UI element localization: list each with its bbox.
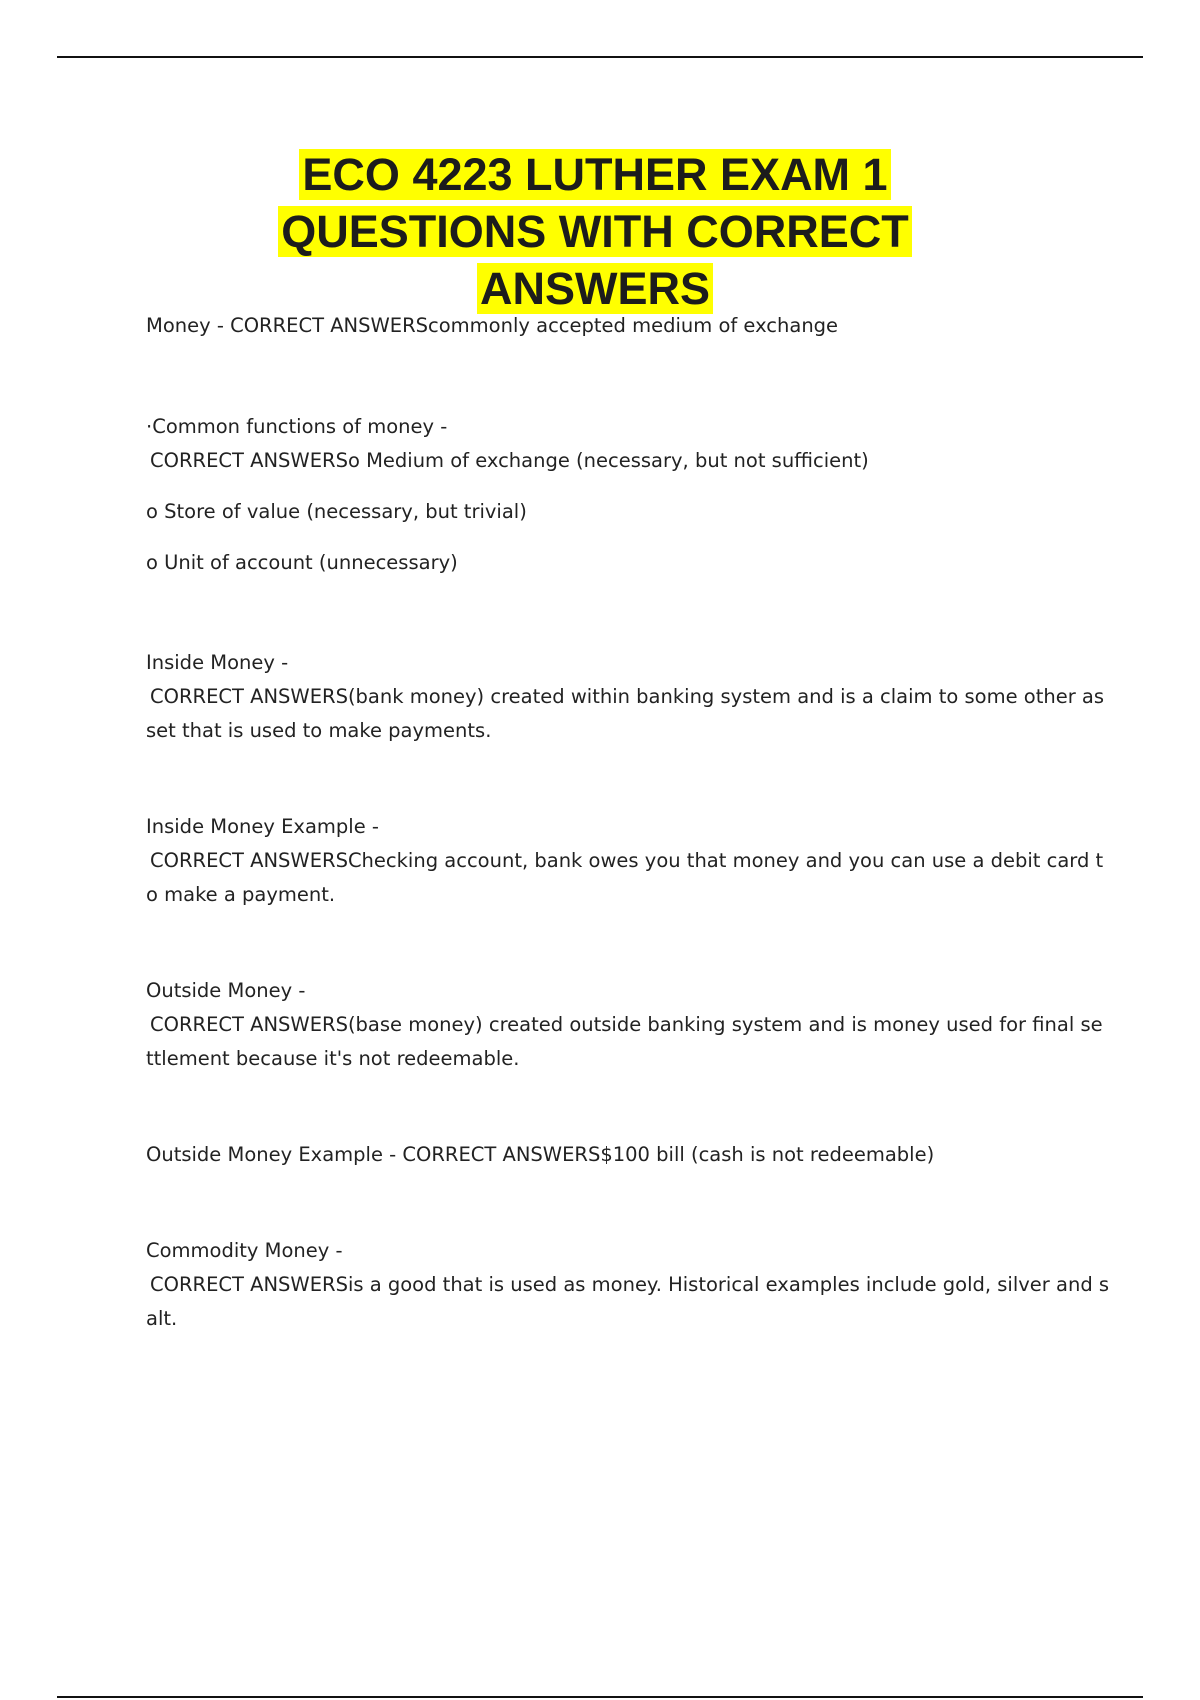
answer-outside-money-2: ttlement because it's not redeemable. bbox=[146, 1047, 520, 1070]
title-line-3: ANSWERS bbox=[477, 263, 713, 314]
document-body bbox=[146, 309, 1110, 1336]
question-inside-money-example: Inside Money Example - bbox=[146, 815, 379, 838]
answer-commodity-money-2: alt. bbox=[146, 1307, 178, 1330]
bottom-rule bbox=[57, 1696, 1143, 1698]
answer-inside-money-2: set that is used to make payments. bbox=[146, 719, 492, 742]
answer-common-functions: CORRECT ANSWERSo Medium of exchange (necessary, but not sufficient) bbox=[150, 449, 869, 472]
question-outside-money: Outside Money - bbox=[146, 979, 306, 1002]
qa-outside-money-example: Outside Money Example - CORRECT ANSWERS$100 bill (cash is not redeemable) bbox=[146, 1143, 935, 1166]
title-line-1: ECO 4223 LUTHER EXAM 1 bbox=[299, 149, 890, 200]
document-title bbox=[190, 146, 1000, 317]
answer-outside-money-1: CORRECT ANSWERS(base money) created outside banking system and is money used for final se bbox=[150, 1013, 1103, 1036]
question-commodity-money: Commodity Money - bbox=[146, 1239, 343, 1262]
top-rule bbox=[57, 56, 1143, 58]
qa-money: Money - CORRECT ANSWERScommonly accepted medium of exchange bbox=[146, 314, 839, 337]
question-common-functions: ·Common functions of money - bbox=[146, 415, 448, 438]
title-line-2: QUESTIONS WITH CORRECT bbox=[278, 206, 912, 257]
answer-commodity-money-1: CORRECT ANSWERSis a good that is used as money. Historical examples include gold, silver and s bbox=[150, 1273, 1110, 1296]
answer-store-of-value: o Store of value (necessary, but trivial) bbox=[146, 500, 527, 523]
answer-inside-money-1: CORRECT ANSWERS(bank money) created within banking system and is a claim to some other as bbox=[150, 685, 1105, 708]
answer-inside-money-example-2: o make a payment. bbox=[146, 883, 336, 906]
answer-inside-money-example-1: CORRECT ANSWERSChecking account, bank owes you that money and you can use a debit card t bbox=[150, 849, 1104, 872]
question-inside-money: Inside Money - bbox=[146, 651, 289, 674]
answer-unit-of-account: o Unit of account (unnecessary) bbox=[146, 551, 458, 574]
